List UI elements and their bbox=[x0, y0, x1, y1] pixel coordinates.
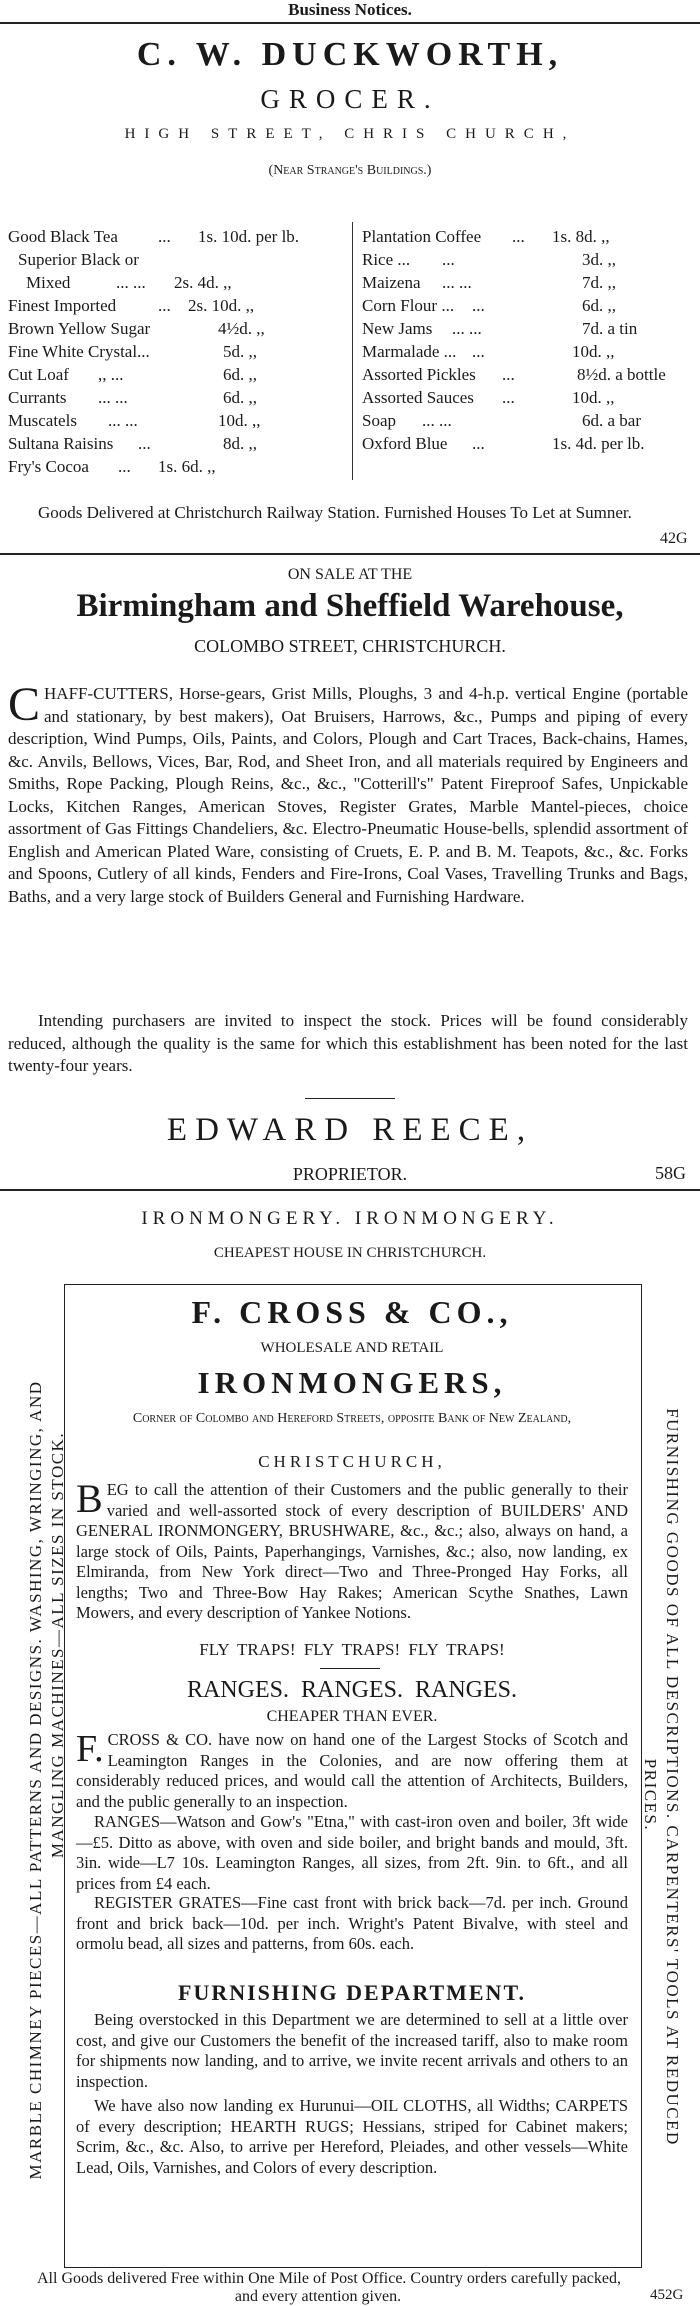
price-row: New Jams ... ... 7d. a tin bbox=[362, 319, 638, 338]
duckworth-code: 42G bbox=[660, 530, 688, 547]
duckworth-footer: Goods Delivered at Christchurch Railway Station. Furnished Houses To Let at Sumner. bbox=[38, 503, 632, 522]
price-column-divider bbox=[352, 222, 353, 480]
price-row: Marmalade ... ... 10d. ,, bbox=[362, 342, 615, 361]
cross-landing-paragraph: We have also now landing ex Hurunui—OIL CLOTHS, all Widths; CARPETS of every description; HEARTH RUGS; Hessians, striped for Cabinet makers; Scrim, &c., &c. Also, to arrive per Hereford, Pleiades, and other vessels—White Lead, Oils, Varnishes, and Colors of every description. bbox=[76, 2096, 628, 2177]
price-row: Cut Loaf ,, ... 6d. ,, bbox=[8, 365, 257, 384]
business-notices-header: Business Notices. bbox=[288, 0, 412, 19]
birmingham-code: 58G bbox=[655, 1163, 686, 1183]
short-rule bbox=[320, 1668, 380, 1669]
price-list-right bbox=[362, 225, 697, 455]
price-row: Rice ... ... 3d. ,, bbox=[362, 250, 616, 269]
drop-cap: F. bbox=[76, 1728, 104, 1770]
price-row: Assorted Pickles ... 8½d. a bottle bbox=[362, 365, 666, 384]
ranges-heading: RANGES. RANGES. RANGES. bbox=[186, 1677, 518, 1703]
cross-footer: All Goods delivered Free within One Mile of Post Office. Country orders carefully packed, and every attention given. bbox=[37, 2270, 621, 2305]
on-sale-heading: ON SALE AT THE bbox=[287, 566, 413, 583]
section-rule-2 bbox=[0, 1189, 700, 1191]
duckworth-trade: GROCER. bbox=[260, 84, 440, 114]
wholesale-retail: WHOLESALE AND RETAIL bbox=[260, 1340, 444, 1356]
price-row: Mixed ... ... 2s. 4d. ,, bbox=[26, 273, 232, 292]
duckworth-address: HIGH STREET, CHRIS CHURCH, bbox=[124, 126, 576, 142]
cross-code: 452G bbox=[650, 2287, 684, 2303]
duckworth-near: (Near Strange's Buildings.) bbox=[268, 163, 432, 178]
price-row: Muscatels ... ... 10d. ,, bbox=[8, 411, 261, 430]
short-rule bbox=[305, 1098, 395, 1099]
cross-trade: IRONMONGERS, bbox=[197, 1365, 507, 1400]
cross-register-grates: REGISTER GRATES—Fine cast front with brick back—7d. per inch. Ground front and brick back—10d. per inch. Wright's Patent Bivalve, with steel and ormolu bead, all sizes and patterns, from 60s. each. bbox=[76, 1893, 628, 1953]
price-row: Oxford Blue ... 1s. 4d. per lb. bbox=[362, 434, 645, 453]
right-vertical-text-1: FURNISHING GOODS OF ALL DESCRIPTIONS. CARPENTERS' TOOLS AT REDUCED bbox=[663, 1408, 682, 2146]
price-row: Plantation Coffee ... 1s. 8d. ,, bbox=[362, 227, 610, 246]
cross-name: F. CROSS & CO., bbox=[191, 1294, 513, 1330]
cross-furnishing-paragraph: Being overstocked in this Department we are determined to sell at a little over cost, and give our Customers the benefit of the increased tariff, also to make room for shipments now landing, and to arrive, we invite recent arrivals and others to an inspection. bbox=[76, 2010, 628, 2091]
duckworth-name: C. W. DUCKWORTH, bbox=[136, 36, 564, 73]
price-row: Superior Black or bbox=[18, 250, 139, 269]
price-row: Assorted Sauces ... 10d. ,, bbox=[362, 388, 615, 407]
cross-ranges-paragraph: F. CROSS & CO. have now on hand one of the Largest Stocks of Scotch and Leamington Ranges in the Colonies, and are now offering them at considerably reduced prices, and would call the attention of Architects, Builders, and the public generally to an inspection. bbox=[76, 1728, 628, 1811]
cross-corner: Corner of Colombo and Hereford Streets, opposite Bank of New Zealand, bbox=[132, 1411, 572, 1426]
price-row: Maizena ... ... 7d. ,, bbox=[362, 273, 616, 292]
cross-city: CHRISTCHURCH, bbox=[258, 1452, 446, 1471]
birmingham-title: Birmingham and Sheffield Warehouse, bbox=[76, 588, 624, 624]
drop-cap: C bbox=[8, 678, 41, 731]
section-rule-1 bbox=[0, 553, 700, 555]
left-vertical-text-1: MARBLE CHIMNEY PIECES—ALL PATTERNS AND DESIGNS. WASHING, WRINGING, AND bbox=[26, 1380, 45, 2180]
proprietor-name: EDWARD REECE, bbox=[166, 1112, 534, 1148]
ironmongery-heading: IRONMONGERY. IRONMONGERY. bbox=[141, 1208, 559, 1229]
price-row: Fry's Cocoa ... 1s. 6d. ,, bbox=[8, 457, 216, 476]
price-list-left bbox=[8, 225, 348, 478]
price-row: Currants ... ... 6d. ,, bbox=[8, 388, 257, 407]
header-rule bbox=[0, 22, 700, 24]
price-row: Fine White Crystal... 5d. ,, bbox=[8, 342, 257, 361]
birmingham-stock-paragraph: CHAFF-CUTTERS, Horse-gears, Grist Mills, Ploughs, 3 and 4-h.p. vertical Engine (portable and stationary, by best makers), Oat Bruisers, Harrows, &c., Pumps and piping of every description, Wind Pumps, Oils, Paints, and Colors, Plough and Cart Traces, Back-chains, Hames, &c. Anvils, Bellows, Vices, Bar, Rod, and Sheet Iron, and all materials required by Engineers and Smiths, Rope Packing, Plough Reins, &c., &c., "Cotterill's" Patent Fireproof Safes, Unpickable Locks, Kitchen Ranges, American Stoves, Register Grates, Marble Mantel-pieces, choice assortment of Gas Fittings Chandeliers, &c. Electro-Pneumatic House-bells, splendid assortment of English and American Plated Ware, consisting of Cruets, E. P. and B. M. Teapots, &c., &c. Forks and Spoons, Cutlery of all kinds, Fenders and Fire-Irons, Coal Vases, Travelling Trunks and Bags, Baths, and a very large stock of Builders General and Furnishing Hardware. bbox=[8, 678, 688, 906]
cross-intro-paragraph: BEG to call the attention of their Customers and the public generally to their varied and well-assorted stock of every description of BUILDERS' AND GENERAL IRONMONGERY, BRUSHWARE, &c., &c.; also, always on hand, a large stock of Oils, Paints, Paperhangings, Varnishes, &c.; also, now landing, ex Elmiranda, from New York direct—Two and Three-Pronged Hay Forks, all lengths; Two and Three-Bow Hay Rakes; American Scythe Snathes, Lawn Mowers, and every description of Yankee Notions. bbox=[76, 1476, 628, 1622]
furnishing-heading: FURNISHING DEPARTMENT. bbox=[178, 1980, 526, 2005]
drop-cap: B bbox=[76, 1476, 103, 1521]
cross-ranges-prices: RANGES—Watson and Gow's "Etna," with cast-iron oven and boiler, 3ft wide—£5. Ditto as above, with oven and side boiler, and bright bands and mould, 3ft. 3in. wide—L7 10s. Leamington Ranges, all sizes, from 2ft. 9in. to 6ft., and all prices from £4 each. bbox=[76, 1812, 628, 1893]
birmingham-invitation: Intending purchasers are invited to inspect the stock. Prices will be found considerably reduced, although the quality is the same for which this establishment has been noted for the last twenty-four years. bbox=[8, 1011, 688, 1075]
proprietor-label: PROPRIETOR. bbox=[292, 1164, 408, 1184]
price-row: Good Black Tea ... 1s. 10d. per lb. bbox=[8, 227, 300, 246]
cheapest-house: CHEAPEST HOUSE IN CHRISTCHURCH. bbox=[213, 1245, 487, 1261]
price-row: Brown Yellow Sugar 4½d. ,, bbox=[8, 319, 265, 338]
right-vertical-text-2: PRICES. bbox=[641, 1758, 660, 1832]
price-row: Corn Flour ... ... 6d. ,, bbox=[362, 296, 616, 315]
cheaper-than-ever: CHEAPER THAN EVER. bbox=[266, 1708, 438, 1725]
left-vertical-text-2: MANGLING MACHINES—ALL SIZES IN STOCK. bbox=[48, 1431, 67, 1859]
price-row: Soap ... ... 6d. a bar bbox=[362, 411, 642, 430]
fly-traps: FLY TRAPS! FLY TRAPS! FLY TRAPS! bbox=[199, 1640, 505, 1659]
price-row: Sultana Raisins ... 8d. ,, bbox=[8, 434, 257, 453]
birmingham-address: COLOMBO STREET, CHRISTCHURCH. bbox=[194, 636, 506, 656]
price-row: Finest Imported ... 2s. 10d. ,, bbox=[8, 296, 255, 315]
